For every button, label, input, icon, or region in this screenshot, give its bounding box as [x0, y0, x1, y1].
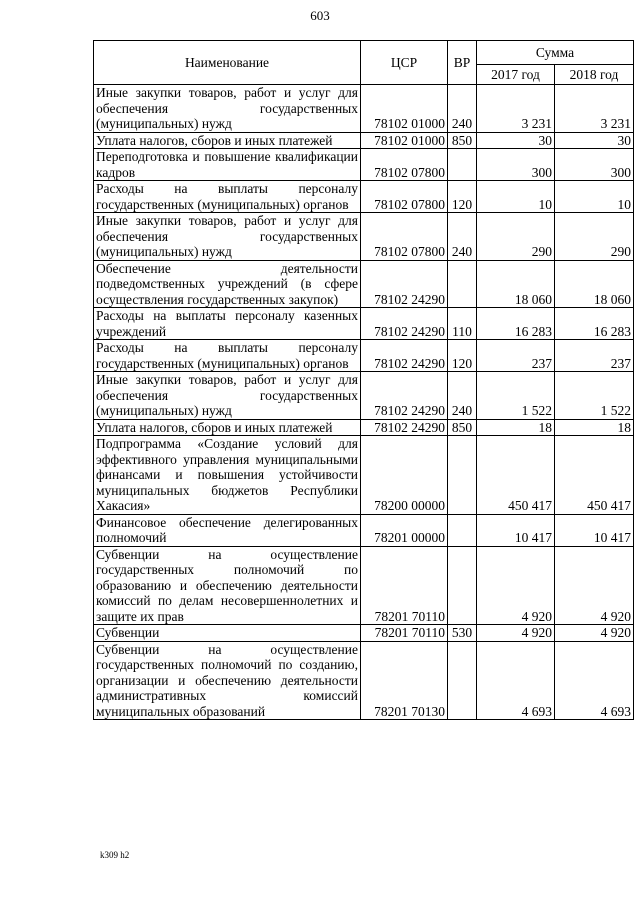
table-row: [94, 340, 634, 372]
table-row: [94, 213, 634, 261]
header-name: Наименование: [94, 41, 361, 85]
row-vr: [448, 641, 477, 720]
row-sum-2017: 10 417: [477, 514, 555, 546]
table-row: [94, 419, 634, 436]
row-name: Расходы на выплаты персоналу государственных (муниципальных) органов: [94, 181, 361, 213]
row-sum-2018: 3 231: [555, 85, 634, 133]
table-row: [94, 514, 634, 546]
row-sum-2018: 18 060: [555, 260, 634, 308]
row-name: Субвенции на осуществление государственных полномочий по образованию и обеспечению деятельности комиссий по делам несовершеннолетних и защите их прав: [94, 546, 361, 625]
row-vr: 240: [448, 213, 477, 261]
row-sum-2018: 18: [555, 419, 634, 436]
row-vr: [448, 149, 477, 181]
row-csr: 78102 01000: [361, 85, 448, 133]
row-csr: 78102 24290: [361, 419, 448, 436]
table-row: [94, 181, 634, 213]
row-sum-2017: 10: [477, 181, 555, 213]
row-name: Иные закупки товаров, работ и услуг для обеспечения государственных (муниципальных) нужд: [94, 85, 361, 133]
row-csr: 78201 70130: [361, 641, 448, 720]
row-sum-2017: 30: [477, 132, 555, 149]
row-csr: 78102 07800: [361, 213, 448, 261]
budget-table: [93, 40, 634, 720]
row-csr: 78102 07800: [361, 149, 448, 181]
row-sum-2018: 4 920: [555, 625, 634, 642]
row-sum-2018: 290: [555, 213, 634, 261]
table-row: [94, 85, 634, 133]
row-sum-2018: 450 417: [555, 436, 634, 515]
row-sum-2018: 237: [555, 340, 634, 372]
row-sum-2017: 16 283: [477, 308, 555, 340]
row-csr: 78102 24290: [361, 340, 448, 372]
row-sum-2018: 4 920: [555, 546, 634, 625]
row-vr: 850: [448, 132, 477, 149]
table-row: [94, 308, 634, 340]
row-csr: 78102 01000: [361, 132, 448, 149]
row-name: Субвенции на осуществление государственных полномочий по созданию, организации и обеспечению деятельности административных комиссий муниципальных образований: [94, 641, 361, 720]
row-vr: 110: [448, 308, 477, 340]
row-sum-2017: 4 920: [477, 625, 555, 642]
row-vr: 240: [448, 372, 477, 420]
row-sum-2018: 16 283: [555, 308, 634, 340]
row-name: Субвенции: [94, 625, 361, 642]
table-row: [94, 260, 634, 308]
row-name: Расходы на выплаты персоналу казенных учреждений: [94, 308, 361, 340]
header-year-2017: 2017 год: [477, 65, 555, 85]
row-name: Уплата налогов, сборов и иных платежей: [94, 419, 361, 436]
table-body: [94, 85, 634, 720]
row-vr: 120: [448, 181, 477, 213]
row-sum-2018: 1 522: [555, 372, 634, 420]
table-row: [94, 372, 634, 420]
row-csr: 78102 24290: [361, 260, 448, 308]
row-name: Подпрограмма «Создание условий для эффективного управления муниципальными финансами и повышения устойчивости муниципальных бюджетов Республики Хакасия»: [94, 436, 361, 515]
row-vr: [448, 546, 477, 625]
row-csr: 78200 00000: [361, 436, 448, 515]
row-name: Иные закупки товаров, работ и услуг для обеспечения государственных (муниципальных) нужд: [94, 372, 361, 420]
row-sum-2018: 10: [555, 181, 634, 213]
row-csr: 78102 24290: [361, 372, 448, 420]
row-name: Обеспечение деятельности подведомственных учреждений (в сфере осуществления государственных закупок): [94, 260, 361, 308]
header-csr: ЦСР: [361, 41, 448, 85]
row-name: Финансовое обеспечение делегированных полномочий: [94, 514, 361, 546]
row-vr: 240: [448, 85, 477, 133]
header-year-2018: 2018 год: [555, 65, 634, 85]
row-vr: [448, 436, 477, 515]
row-csr: 78201 70110: [361, 625, 448, 642]
row-sum-2017: 450 417: [477, 436, 555, 515]
table-row: [94, 546, 634, 625]
header-row: [94, 41, 634, 65]
row-vr: [448, 260, 477, 308]
header-vr: ВР: [448, 41, 477, 85]
row-sum-2018: 300: [555, 149, 634, 181]
row-sum-2017: 3 231: [477, 85, 555, 133]
page-number: 603: [310, 8, 330, 23]
table-row: [94, 641, 634, 720]
row-sum-2017: 4 693: [477, 641, 555, 720]
row-csr: 78201 00000: [361, 514, 448, 546]
row-sum-2017: 300: [477, 149, 555, 181]
row-sum-2017: 18: [477, 419, 555, 436]
row-vr: 850: [448, 419, 477, 436]
header-sum: Сумма: [477, 41, 634, 65]
row-name: Расходы на выплаты персоналу государственных (муниципальных) органов: [94, 340, 361, 372]
row-sum-2017: 4 920: [477, 546, 555, 625]
table-row: [94, 149, 634, 181]
table-row: [94, 436, 634, 515]
row-vr: [448, 514, 477, 546]
row-vr: 530: [448, 625, 477, 642]
row-csr: 78102 07800: [361, 181, 448, 213]
row-sum-2018: 10 417: [555, 514, 634, 546]
table-row: [94, 132, 634, 149]
row-csr: 78201 70110: [361, 546, 448, 625]
row-sum-2017: 237: [477, 340, 555, 372]
row-sum-2017: 290: [477, 213, 555, 261]
row-name: Иные закупки товаров, работ и услуг для обеспечения государственных (муниципальных) нужд: [94, 213, 361, 261]
row-vr: 120: [448, 340, 477, 372]
table-row: [94, 625, 634, 642]
footer-code: k309 h2: [100, 850, 130, 860]
row-sum-2017: 1 522: [477, 372, 555, 420]
row-name: Уплата налогов, сборов и иных платежей: [94, 132, 361, 149]
row-sum-2018: 30: [555, 132, 634, 149]
row-sum-2018: 4 693: [555, 641, 634, 720]
row-csr: 78102 24290: [361, 308, 448, 340]
row-name: Переподготовка и повышение квалификации кадров: [94, 149, 361, 181]
row-sum-2017: 18 060: [477, 260, 555, 308]
